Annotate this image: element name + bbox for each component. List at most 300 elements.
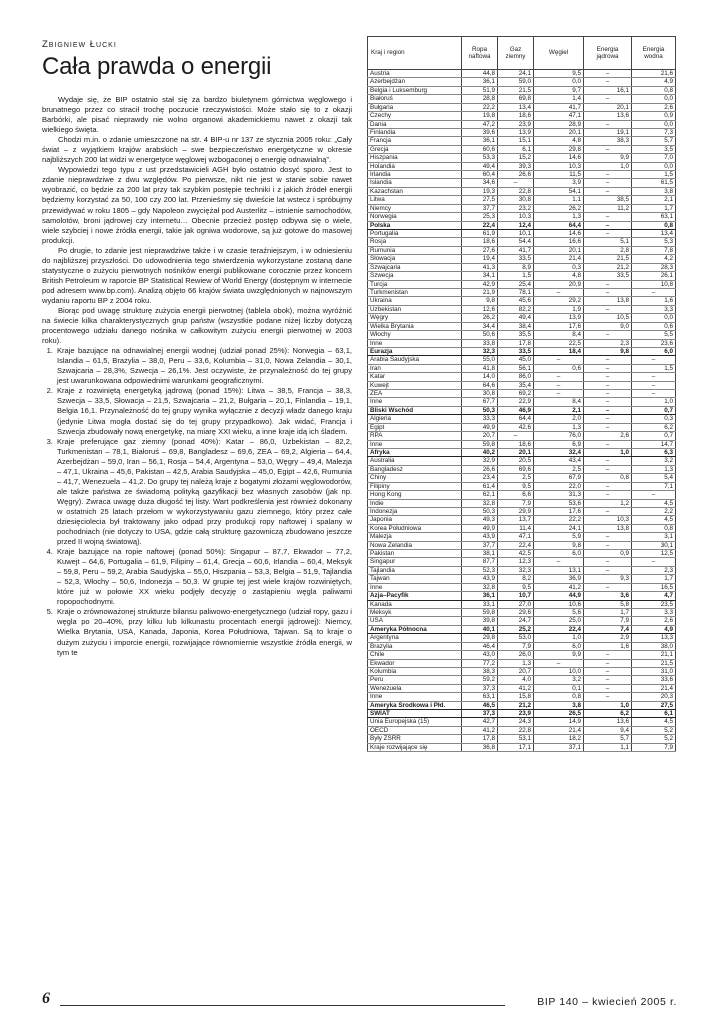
table-cell: – bbox=[534, 356, 584, 364]
table-cell: 87,7 bbox=[462, 558, 498, 566]
row-label: Bułgaria bbox=[368, 103, 462, 111]
table-cell: 13,4 bbox=[632, 230, 676, 238]
table-row bbox=[368, 314, 676, 322]
table-cell: – bbox=[584, 171, 632, 179]
table-cell: 18,6 bbox=[498, 440, 534, 448]
table-cell: 41,8 bbox=[462, 364, 498, 372]
table-cell: – bbox=[584, 583, 632, 591]
table-cell: – bbox=[584, 558, 632, 566]
table-cell: 0,7 bbox=[632, 406, 676, 414]
page-number: 6 bbox=[42, 990, 50, 1007]
table-cell: 10,0 bbox=[534, 667, 584, 675]
table-cell: 61,9 bbox=[462, 230, 498, 238]
table-cell: 1,0 bbox=[632, 398, 676, 406]
row-label: Indie bbox=[368, 499, 462, 507]
table-cell: 29,9 bbox=[498, 507, 534, 515]
table-cell: – bbox=[584, 693, 632, 701]
row-label: Egipt bbox=[368, 423, 462, 431]
article-paragraph: Wypowiedzi tego typu z ust przedstawicieli AGH było ostatnio dosyć sporo. Jest to zdanie nieprawdziwe z dwu względów. Po pierwsze, nikt nie jest w stanie sobie nawet wyobrazić, co będzie za 200 lat przy tak szybkim postępie techniki i z jakich źródeł energii będziemy korzystać za 50, 100 czy 200 lat. Przenieśmy się dwieście lat wstecz i spróbujmy przewidywać w roku 1805 – gdy Napoleon zwyciężał pod Austerlitz – istnienie samochodów, samolotów, broni jądrowej czy internetu… Obecnie przecież postęp odbywa się o wiele, wiele szybciej i nowe źródła energii, takie jak ogniwa wodorowe, są już gotowe do masowej produkcji. bbox=[42, 165, 352, 245]
row-label: Słowacja bbox=[368, 255, 462, 263]
table-cell: 14,0 bbox=[462, 373, 498, 381]
row-label: Ameryka Środkowa i Płd. bbox=[368, 701, 462, 709]
table-cell: 5,6 bbox=[534, 609, 584, 617]
row-label: ŚWIAT bbox=[368, 710, 462, 718]
table-cell: 4,9 bbox=[632, 625, 676, 633]
table-cell: 5,9 bbox=[534, 533, 584, 541]
row-label: Kanada bbox=[368, 600, 462, 608]
table-cell: 13,9 bbox=[534, 314, 584, 322]
table-cell: 1,5 bbox=[498, 272, 534, 280]
table-cell: 22,2 bbox=[462, 103, 498, 111]
table-cell: 69,6 bbox=[498, 465, 534, 473]
table-cell: 8,9 bbox=[498, 263, 534, 271]
table-cell: 69,2 bbox=[498, 390, 534, 398]
table-cell: 34,4 bbox=[462, 322, 498, 330]
table-row bbox=[368, 566, 676, 574]
table-cell: 67,9 bbox=[534, 474, 584, 482]
table-cell: 6,2 bbox=[584, 710, 632, 718]
table-cell: 22,8 bbox=[498, 726, 534, 734]
row-label: Filipiny bbox=[368, 482, 462, 490]
row-label: Czechy bbox=[368, 112, 462, 120]
table-cell: 13,1 bbox=[534, 566, 584, 574]
table-cell: 9,7 bbox=[534, 86, 584, 94]
table-cell: 1,3 bbox=[534, 213, 584, 221]
table-cell: 30,1 bbox=[632, 541, 676, 549]
table-cell: 14,6 bbox=[534, 154, 584, 162]
table-row bbox=[368, 356, 676, 364]
table-row bbox=[368, 255, 676, 263]
table-cell: 21,1 bbox=[632, 651, 676, 659]
table-cell: 53,0 bbox=[498, 634, 534, 642]
table-cell: 43,4 bbox=[534, 457, 584, 465]
table-cell: 0,0 bbox=[632, 95, 676, 103]
table-cell: – bbox=[632, 356, 676, 364]
table-cell: 0,0 bbox=[632, 314, 676, 322]
table-cell: 1,3 bbox=[534, 423, 584, 431]
table-cell: 50,6 bbox=[462, 331, 498, 339]
table-cell: 4,9 bbox=[632, 78, 676, 86]
table-row bbox=[368, 112, 676, 120]
table-cell: 29,6 bbox=[498, 609, 534, 617]
table-row bbox=[368, 179, 676, 187]
table-cell: 30,8 bbox=[498, 196, 534, 204]
table-row bbox=[368, 373, 676, 381]
table-cell: 13,9 bbox=[498, 128, 534, 136]
table-cell: 46,5 bbox=[462, 701, 498, 709]
table-cell: 2,1 bbox=[534, 406, 584, 414]
table-cell: 45,6 bbox=[498, 297, 534, 305]
table-row bbox=[368, 415, 676, 423]
table-cell: 15,2 bbox=[498, 154, 534, 162]
table-row bbox=[368, 474, 676, 482]
table-row bbox=[368, 642, 676, 650]
table-cell: – bbox=[584, 566, 632, 574]
table-cell: 10,3 bbox=[584, 516, 632, 524]
row-label: ZEA bbox=[368, 390, 462, 398]
table-cell: – bbox=[534, 390, 584, 398]
table-row bbox=[368, 676, 676, 684]
table-row bbox=[368, 659, 676, 667]
table-cell: 14,7 bbox=[632, 440, 676, 448]
table-row bbox=[368, 213, 676, 221]
row-label: Inne bbox=[368, 398, 462, 406]
table-cell: 7,9 bbox=[584, 617, 632, 625]
table-cell: 41,3 bbox=[462, 263, 498, 271]
table-row bbox=[368, 171, 676, 179]
table-row bbox=[368, 162, 676, 170]
table-cell: 20,1 bbox=[584, 103, 632, 111]
table-cell: 18,4 bbox=[534, 347, 584, 355]
table-cell: 9,8 bbox=[462, 297, 498, 305]
row-label: Tajwan bbox=[368, 575, 462, 583]
table-cell: 0,1 bbox=[534, 684, 584, 692]
table-row bbox=[368, 533, 676, 541]
article-list-item: 4. Kraje bazujące na ropie naftowej (ponad 50%): Singapur – 87,7, Ekwador – 77,2, Kuwejt – 64,6, Portugalia – 61,9, Filipiny – 61,4, Grecja – 60,6, Irlandia – 60,4, Meksyk – 59,8, Peru – 59,2, Arabia Saudyjska – 55,0, Hiszpania – 53,3, Belgia – 51,9, Tajlandia – 52,3, Włochy – 50,6, Indonezja – 50,3. W grupie tej jest wiele krajów rozwiniętych, które już w połowie XX wieku podjęły decyzję o zastąpieniu węgla paliwami ropopochodnymi. bbox=[55, 547, 352, 607]
table-cell: 33,1 bbox=[462, 600, 498, 608]
table-row bbox=[368, 701, 676, 709]
table-cell: 21,2 bbox=[584, 263, 632, 271]
table-cell: 3,1 bbox=[632, 533, 676, 541]
table-cell: 21,5 bbox=[632, 659, 676, 667]
table-cell: 36,1 bbox=[462, 78, 498, 86]
table-cell: 21,4 bbox=[534, 726, 584, 734]
table-cell: 33,3 bbox=[462, 415, 498, 423]
table-cell: 42,7 bbox=[462, 718, 498, 726]
table-cell: 19,3 bbox=[462, 187, 498, 195]
table-cell: – bbox=[584, 659, 632, 667]
table-cell: 26,6 bbox=[498, 171, 534, 179]
table-cell: 6,6 bbox=[498, 491, 534, 499]
row-label: Wielka Brytania bbox=[368, 322, 462, 330]
table-cell: – bbox=[584, 373, 632, 381]
table-cell: – bbox=[584, 440, 632, 448]
table-cell: 4,8 bbox=[534, 137, 584, 145]
table-cell: 43,9 bbox=[462, 575, 498, 583]
table-cell: 32,4 bbox=[534, 448, 584, 456]
table-cell: 0,9 bbox=[632, 112, 676, 120]
table-row bbox=[368, 575, 676, 583]
table-cell: 18,6 bbox=[498, 112, 534, 120]
table-cell: – bbox=[584, 187, 632, 195]
table-cell: – bbox=[584, 457, 632, 465]
row-label: Turcja bbox=[368, 280, 462, 288]
table-cell: 26,2 bbox=[534, 204, 584, 212]
table-cell: 22,5 bbox=[534, 339, 584, 347]
table-row bbox=[368, 625, 676, 633]
table-cell: 13,8 bbox=[584, 297, 632, 305]
table-cell: 31,0 bbox=[632, 667, 676, 675]
table-cell: 36,1 bbox=[462, 137, 498, 145]
row-label: Japonia bbox=[368, 516, 462, 524]
table-row bbox=[368, 617, 676, 625]
table-cell: – bbox=[584, 482, 632, 490]
table-cell: – bbox=[584, 507, 632, 515]
table-cell: 41,2 bbox=[534, 583, 584, 591]
table-cell: 5,5 bbox=[632, 331, 676, 339]
table-cell: 33,5 bbox=[498, 255, 534, 263]
table-cell: 1,5 bbox=[632, 364, 676, 372]
row-label: Hiszpania bbox=[368, 154, 462, 162]
table-row bbox=[368, 230, 676, 238]
table-cell: 21,6 bbox=[632, 70, 676, 78]
table-cell: 13,7 bbox=[498, 516, 534, 524]
table-cell: – bbox=[584, 541, 632, 549]
row-label: Węgry bbox=[368, 314, 462, 322]
table-cell: 23,9 bbox=[498, 710, 534, 718]
article-paragraph: Wydaje się, że BIP ostatnio stał się za bardzo biuletynem górnictwa węglowego i brunatnego przez co stracił trochę poczucie rzeczywistości. Może stało się to z okazji Barbórki, ale pisać nieprawdy nie wolno organowi akademickiemu nawet z okazji tak wielkiego święta. bbox=[42, 95, 352, 135]
table-cell: 10,7 bbox=[498, 592, 534, 600]
table-cell: 3,5 bbox=[632, 145, 676, 153]
table-cell: 51,9 bbox=[462, 86, 498, 94]
table-cell: 7,9 bbox=[498, 499, 534, 507]
row-label: Arabia Saudyjska bbox=[368, 356, 462, 364]
table-cell: 37,3 bbox=[462, 710, 498, 718]
table-cell: 6,2 bbox=[632, 423, 676, 431]
table-cell: 31,3 bbox=[534, 491, 584, 499]
table-cell: 8,4 bbox=[534, 331, 584, 339]
table-cell: 17,8 bbox=[498, 339, 534, 347]
table-cell: 22,2 bbox=[534, 516, 584, 524]
row-label: Irlandia bbox=[368, 171, 462, 179]
table-cell: 5,3 bbox=[632, 238, 676, 246]
table-cell: 21,9 bbox=[462, 288, 498, 296]
row-label: Afryka bbox=[368, 448, 462, 456]
table-cell: 35,4 bbox=[498, 381, 534, 389]
row-label: Unia Europejska (15) bbox=[368, 718, 462, 726]
table-row bbox=[368, 600, 676, 608]
table-row bbox=[368, 297, 676, 305]
table-cell: 7,3 bbox=[632, 128, 676, 136]
row-label: Francja bbox=[368, 137, 462, 145]
table-cell: 59,8 bbox=[462, 609, 498, 617]
table-row bbox=[368, 406, 676, 414]
table-cell: 2,6 bbox=[584, 432, 632, 440]
table-cell: 9,8 bbox=[584, 347, 632, 355]
table-cell: 78,1 bbox=[498, 288, 534, 296]
table-row bbox=[368, 305, 676, 313]
table-cell: 7,9 bbox=[498, 642, 534, 650]
table-row bbox=[368, 499, 676, 507]
table-cell: 1,7 bbox=[632, 204, 676, 212]
table-cell: 26,5 bbox=[534, 710, 584, 718]
table-row bbox=[368, 541, 676, 549]
row-label: Korea Południowa bbox=[368, 524, 462, 532]
table-cell: – bbox=[584, 398, 632, 406]
table-cell: 17,1 bbox=[498, 743, 534, 751]
table-cell: – bbox=[584, 356, 632, 364]
row-label: Bliski Wschód bbox=[368, 406, 462, 414]
row-label: Brazylia bbox=[368, 642, 462, 650]
row-label: Szwajcaria bbox=[368, 263, 462, 271]
table-cell: 33,5 bbox=[498, 347, 534, 355]
table-cell: 38,4 bbox=[498, 322, 534, 330]
energy-mix-table bbox=[367, 36, 676, 752]
row-label: Katar bbox=[368, 373, 462, 381]
table-cell: – bbox=[498, 432, 534, 440]
table-cell: 6,0 bbox=[534, 642, 584, 650]
table-cell: – bbox=[632, 288, 676, 296]
table-cell: 21,5 bbox=[498, 86, 534, 94]
table-cell: 1,0 bbox=[584, 701, 632, 709]
table-cell: 15,1 bbox=[498, 137, 534, 145]
table-cell: 10,1 bbox=[498, 230, 534, 238]
table-cell: 0,8 bbox=[632, 86, 676, 94]
table-cell: 69,8 bbox=[498, 95, 534, 103]
table-cell: – bbox=[584, 179, 632, 187]
table-cell: 44,9 bbox=[534, 592, 584, 600]
table-cell: 24,3 bbox=[498, 718, 534, 726]
table-cell: 67,7 bbox=[462, 398, 498, 406]
table-cell: 2,6 bbox=[632, 617, 676, 625]
table-cell: – bbox=[584, 288, 632, 296]
table-row bbox=[368, 465, 676, 473]
table-row bbox=[368, 423, 676, 431]
table-row bbox=[368, 726, 676, 734]
table-row bbox=[368, 70, 676, 78]
table-row bbox=[368, 634, 676, 642]
table-cell: 47,2 bbox=[462, 120, 498, 128]
table-cell: 5,2 bbox=[632, 735, 676, 743]
table-row bbox=[368, 693, 676, 701]
table-cell: – bbox=[584, 423, 632, 431]
table-cell: 49,9 bbox=[462, 524, 498, 532]
table-cell: 3,3 bbox=[632, 305, 676, 313]
row-label: Wenezuela bbox=[368, 684, 462, 692]
table-cell: 29,8 bbox=[462, 634, 498, 642]
table-cell: 49,4 bbox=[498, 314, 534, 322]
table-cell: – bbox=[584, 213, 632, 221]
table-cell: – bbox=[584, 70, 632, 78]
table-cell: 4,5 bbox=[632, 499, 676, 507]
article-paragraph: Chodzi m.in. o zdanie umieszczone na str. 4 BIP-u nr 137 ze stycznia 2005 roku: „Cały świat – z wyjątkiem krajów arabskich – swe bezpieczeństwo energetyczne w okresie najbliższych 200 lat widzi w energetyce węglowej wzbogaconej o energię odnawialną”. bbox=[42, 135, 352, 165]
table-cell: 18,6 bbox=[462, 238, 498, 246]
row-label: Norwegia bbox=[368, 213, 462, 221]
table-cell: 5,1 bbox=[584, 238, 632, 246]
table-cell: 46,4 bbox=[462, 642, 498, 650]
row-label: Malezja bbox=[368, 533, 462, 541]
article-list-item: 3. Kraje preferujące gaz ziemny (ponad 40%): Katar – 86,0, Uzbekistan – 82,2, Turkmenistan – 78,1, Białoruś – 69,8, Bangladesz – 69,6, ZEA – 69,2, Algieria – 64,4, Azerbejdżan – 59,0, Iran – 56,1, Rosja – 54,4, Argentyna – 53,0, Węgry – 49,4, Malezja – 47,1, Ukraina – 45,6, Pakistan – 42,5, Arabia Saudyjska – 45,0, Egipt – 42,6, Rumunia – 41,7, Wenezuela – 41,2. Do grupy tej należą kraje z bogatymi złożami węglowodorów, ale także państwa ze świadomą polityką gazyfikacji bez własnych zasobów (jak np. Węgry). Zwraca uwagę duża długość tej listy. Wart podkreślenia jest również dokonany w ostatnich 25 latach przełom w wykorzystywaniu gazu ziemnego, który przez całe dziesięciolecia był traktowany jako odpad przy produkcji ropy naftowej i spalany w pochodniach (nie dotyczy to USA, gdzie całą strukturę gazowniczą zbudowano jeszcze przed II wojną światową). bbox=[55, 437, 352, 548]
table-cell: – bbox=[584, 533, 632, 541]
table-cell: 15,8 bbox=[498, 693, 534, 701]
row-label: Niemcy bbox=[368, 204, 462, 212]
table-cell: 64,4 bbox=[534, 221, 584, 229]
table-cell: 9,9 bbox=[584, 154, 632, 162]
table-cell: 12,6 bbox=[462, 305, 498, 313]
table-cell: 8,4 bbox=[534, 398, 584, 406]
table-row bbox=[368, 322, 676, 330]
table-cell: 42,9 bbox=[462, 280, 498, 288]
table-cell: 4,5 bbox=[632, 516, 676, 524]
table-cell: – bbox=[584, 364, 632, 372]
table-row bbox=[368, 432, 676, 440]
row-label: Holandia bbox=[368, 162, 462, 170]
row-label: Algieria bbox=[368, 415, 462, 423]
table-cell: 36,9 bbox=[534, 575, 584, 583]
table-cell: 21,4 bbox=[632, 684, 676, 692]
table-cell: 42,5 bbox=[498, 550, 534, 558]
table-cell: 45,0 bbox=[498, 356, 534, 364]
article-list-item: 1. Kraje bazujące na odnawialnej energii wodnej (udział ponad 25%): Norwegia – 63,1, Islandia – 61,5, Brazylia – 38,0, Peru – 33,6, Kolumbia – 31,0, Nowa Zelandia – 30,1, Szwajcaria – 28,3%, Szwecja – 26,1%. Jest oczywiste, że przynależność do tej grupy jest uwarunkowana odpowiednimi warunkami geograficznymi. bbox=[55, 346, 352, 386]
row-label: Włochy bbox=[368, 331, 462, 339]
table-cell: 29,2 bbox=[534, 297, 584, 305]
table-cell: 0,8 bbox=[584, 474, 632, 482]
table-cell: 22,4 bbox=[462, 221, 498, 229]
table-cell: 23,2 bbox=[498, 204, 534, 212]
table-cell: 32,8 bbox=[462, 583, 498, 591]
table-cell: 5,7 bbox=[632, 137, 676, 145]
table-row bbox=[368, 238, 676, 246]
table-cell: 1,7 bbox=[584, 609, 632, 617]
table-cell: 61,4 bbox=[462, 482, 498, 490]
row-label: OECD bbox=[368, 726, 462, 734]
table-cell: – bbox=[584, 684, 632, 692]
table-cell: – bbox=[584, 651, 632, 659]
table-cell: 36,8 bbox=[462, 743, 498, 751]
table-cell: 22,4 bbox=[534, 625, 584, 633]
table-row bbox=[368, 516, 676, 524]
table-cell: – bbox=[584, 120, 632, 128]
table-cell: 38,3 bbox=[584, 137, 632, 145]
row-label: Polska bbox=[368, 221, 462, 229]
table-cell: 11,2 bbox=[584, 204, 632, 212]
table-cell: 23,9 bbox=[498, 120, 534, 128]
table-cell: 4,5 bbox=[632, 718, 676, 726]
table-cell: 1,6 bbox=[632, 297, 676, 305]
energy-table-container bbox=[367, 36, 675, 752]
table-cell: 24,1 bbox=[498, 70, 534, 78]
table-cell: 62,1 bbox=[462, 491, 498, 499]
table-cell: 8,2 bbox=[498, 575, 534, 583]
row-label: Inne bbox=[368, 583, 462, 591]
table-row bbox=[368, 482, 676, 490]
table-cell: 64,4 bbox=[498, 415, 534, 423]
table-cell: 1,9 bbox=[534, 305, 584, 313]
row-label: Chile bbox=[368, 651, 462, 659]
table-cell: 3,2 bbox=[632, 457, 676, 465]
table-cell: 9,5 bbox=[498, 482, 534, 490]
table-cell: 9,9 bbox=[534, 651, 584, 659]
table-cell: 76,0 bbox=[534, 432, 584, 440]
table-row bbox=[368, 507, 676, 515]
row-label: Białoruś bbox=[368, 95, 462, 103]
row-label: Uzbekistan bbox=[368, 305, 462, 313]
table-cell: 0,0 bbox=[632, 162, 676, 170]
table-cell: – bbox=[534, 288, 584, 296]
table-cell: – bbox=[584, 491, 632, 499]
table-cell: 13,4 bbox=[498, 103, 534, 111]
row-label: Indonezja bbox=[368, 507, 462, 515]
table-row bbox=[368, 592, 676, 600]
table-cell: 39,8 bbox=[462, 617, 498, 625]
table-cell: 6,0 bbox=[534, 550, 584, 558]
table-cell: 27,5 bbox=[632, 701, 676, 709]
table-cell: 10,8 bbox=[632, 280, 676, 288]
table-row bbox=[368, 743, 676, 751]
table-cell: 17,6 bbox=[534, 507, 584, 515]
table-row bbox=[368, 196, 676, 204]
table-row bbox=[368, 86, 676, 94]
table-cell: 27,5 bbox=[462, 196, 498, 204]
table-cell: 3,2 bbox=[534, 676, 584, 684]
table-cell: 28,3 bbox=[632, 263, 676, 271]
table-cell: 47,1 bbox=[498, 533, 534, 541]
table-cell: 50,3 bbox=[462, 406, 498, 414]
table-cell: 1,6 bbox=[584, 642, 632, 650]
table-cell: 38,5 bbox=[584, 196, 632, 204]
table-cell: – bbox=[632, 381, 676, 389]
table-cell: 0,7 bbox=[632, 432, 676, 440]
